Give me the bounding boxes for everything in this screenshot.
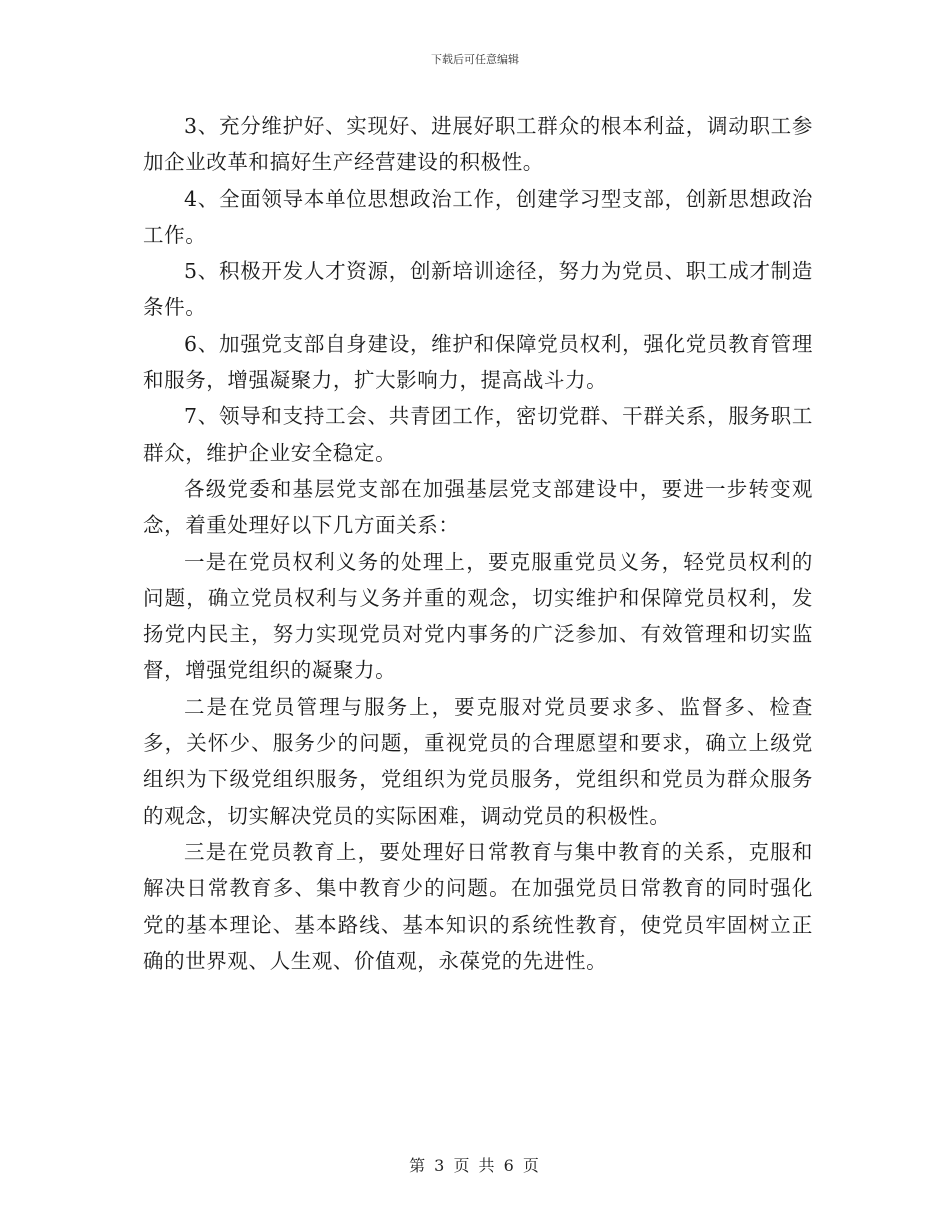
paragraph-relation-one: 一是在党员权利义务的处理上，要克服重党员义务，轻党员权利的问题，确立党员权利与义务并重的观念，切实维护和保障党员权利，发扬党内民主，努力实现党员对党内事务的广泛参加、有效管理和切实监督，增强党组织的凝聚力。 (143, 549, 813, 683)
paragraph-item-4: 4、全面领导本单位思想政治工作，创建学习型支部，创新思想政治工作。 (143, 186, 813, 247)
paragraph-relation-two: 二是在党员管理与服务上，要克服对党员要求多、监督多、检查多，关怀少、服务少的问题，重视党员的合理愿望和要求，确立上级党组织为下级党组织服务，党组织为党员服务，党组织和党员为群众服务的观念，切实解决党员的实际困难，调动党员的积极性。 (143, 694, 813, 828)
paragraph-item-7: 7、领导和支持工会、共青团工作，密切党群、干群关系，服务职工群众，维护企业安全稳定。 (143, 404, 813, 465)
paragraph-intro-relations: 各级党委和基层党支部在加强基层党支部建设中，要进一步转变观念，着重处理好以下几方面关系： (143, 476, 813, 538)
paragraph-relation-three: 三是在党员教育上，要处理好日常教育与集中教育的关系，克服和解决日常教育多、集中教育少的问题。在加强党员日常教育的同时强化党的基本理论、基本路线、基本知识的系统性教育，使党员牢固树立正确的世界观、人生观、价值观，永葆党的先进性。 (143, 839, 813, 973)
paragraph-item-6: 6、加强党支部自身建设，维护和保障党员权利，强化党员教育管理和服务，增强凝聚力，扩大影响力，提高战斗力。 (143, 331, 813, 393)
paragraph-item-3: 3、充分维护好、实现好、进展好职工群众的根本利益，调动职工参加企业改革和搞好生产经营建设的积极性。 (143, 114, 813, 175)
page-header: 下载后可任意编辑 (431, 53, 519, 66)
paragraph-item-5: 5、积极开发人才资源，创新培训途径，努力为党员、职工成才制造条件。 (143, 259, 813, 320)
page-number-footer: 第 3 页 共 6 页 (409, 1156, 541, 1175)
document-body (143, 108, 813, 979)
